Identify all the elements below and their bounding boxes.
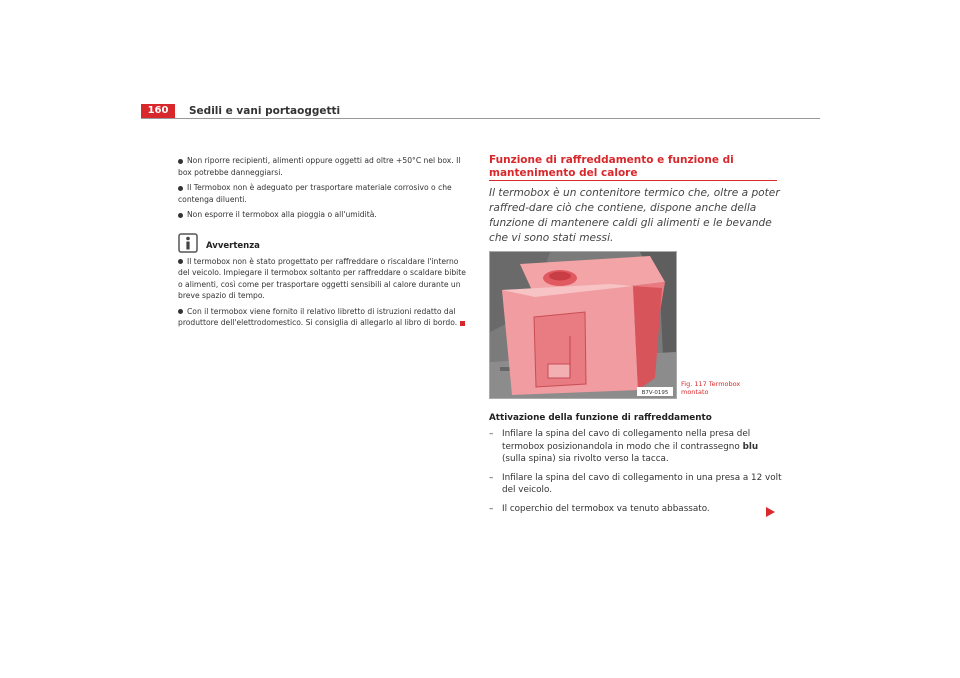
bullet-item: Il Termobox non è adeguato per trasportare materiale corrosivo o che contenga diluenti. bbox=[178, 183, 452, 204]
bullet-icon bbox=[178, 309, 183, 314]
bullet-icon bbox=[178, 159, 183, 164]
step-list bbox=[489, 428, 784, 521]
note-bullet: Il termobox non è stato progettato per raffreddare o riscaldare l'interno del veicolo. Impiegare il termobox soltanto per raffreddare o scaldare bibite o alimenti, così come per trasportare oggetti sensibili al calore durante un breve spazio di tempo. bbox=[178, 256, 466, 300]
note-box bbox=[178, 233, 468, 329]
subheading: Attivazione della funzione di raffreddamento bbox=[489, 413, 712, 423]
running-header-title: Sedili e vani portaoggetti bbox=[189, 105, 341, 117]
bullet-item: Non esporre il termobox alla pioggia o all'umidità. bbox=[178, 209, 468, 221]
section-title: Funzione di raffreddamento e funzione di mantenimento del calore bbox=[489, 154, 734, 179]
note-title: Avvertenza bbox=[206, 241, 260, 251]
termobox-illustration bbox=[490, 252, 676, 398]
header-divider bbox=[141, 118, 820, 119]
left-column bbox=[178, 155, 468, 333]
step-item: – Il coperchio del termobox va tenuto abbassato. bbox=[489, 503, 710, 514]
section-end-mark bbox=[460, 321, 465, 326]
figure-caption: Fig. 117 Termobox montato bbox=[681, 380, 741, 396]
step-item: – Infilare la spina del cavo di collegamento nella presa del termobox posizionandola in modo che il contrassegno blu (sulla spina) sia rivolto verso la tacca. bbox=[489, 429, 759, 464]
bullet-icon bbox=[178, 213, 183, 218]
bullet-item: Non riporre recipienti, alimenti oppure oggetti ad oltre +50°C nel box. Il box potrebbe danneggiarsi. bbox=[178, 156, 461, 177]
step-item: – Infilare la spina del cavo di collegamento in una presa a 12 volt del veicolo. bbox=[489, 472, 782, 495]
figure-code: B7V-0195 bbox=[641, 390, 669, 396]
note-icon bbox=[178, 233, 198, 253]
section-divider bbox=[489, 180, 777, 181]
intro-text: Il termobox è un contenitore termico che, oltre a poter raffred-dare ciò che contiene, dispone anche della funzione di mantenere caldi gli alimenti e le bevande che vi sono stati messi. bbox=[489, 187, 780, 244]
termobox-figure bbox=[489, 251, 677, 399]
note-bullet: Con il termobox viene fornito il relativo libretto di istruzioni redatto dal produttore dell'elettrodomestico. Si consiglia di allegarlo al libro di bordo. bbox=[178, 306, 468, 329]
page-number: 160 bbox=[141, 104, 175, 118]
bullet-icon bbox=[178, 186, 183, 191]
continue-arrow-icon bbox=[766, 507, 775, 517]
bullet-icon bbox=[178, 259, 183, 264]
